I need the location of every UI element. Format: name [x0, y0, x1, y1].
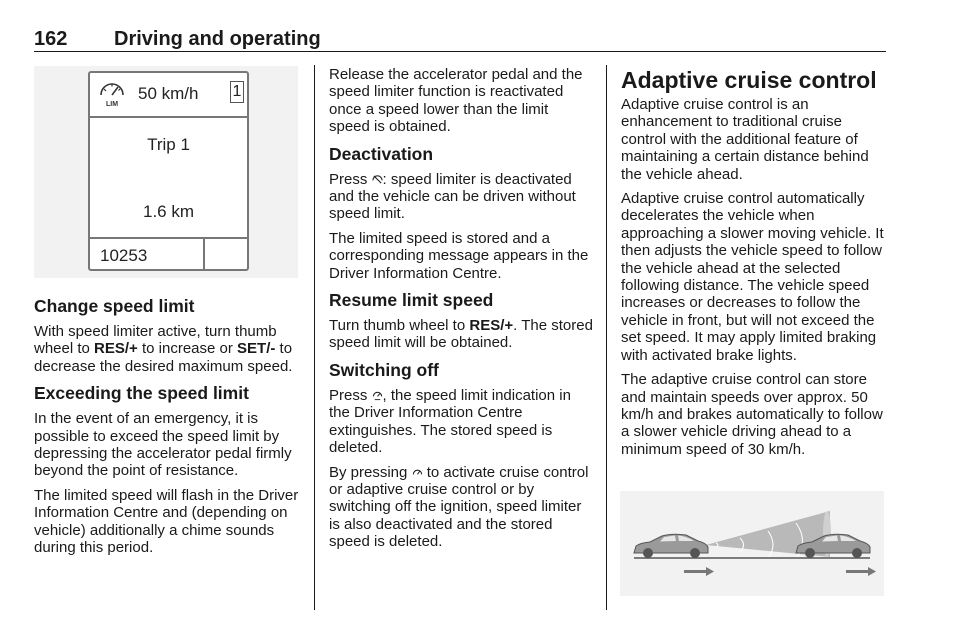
paragraph-release: Release the accelerator pedal and the speed limiter function is reactivated once a speed lower than the limit speed is obtained. — [329, 66, 583, 136]
page-number: 162 — [34, 28, 68, 50]
section-title: Driving and operating — [114, 28, 321, 50]
heading-deactivation: Deactivation — [329, 143, 434, 164]
column-1 — [34, 295, 300, 563]
paragraph-switching-off: Press , the speed limit indication in the Driver Information Centre extinguishes. The stored speed is deleted. — [329, 386, 571, 457]
front-car-arrow — [846, 567, 876, 576]
res-plus-label: RES/+ — [94, 340, 138, 358]
odometer: 10253 — [100, 246, 148, 265]
heading-switching-off: Switching off — [329, 359, 439, 380]
set-minus-label: SET/- — [237, 340, 276, 358]
adaptive-cruise-figure — [620, 491, 884, 596]
display-separator — [203, 239, 205, 271]
speed-limiter-icon — [96, 78, 128, 110]
column-divider-1 — [314, 65, 315, 610]
paragraph-acc-operation: Adaptive cruise control automatically decelerates the vehicle when approaching a slower moving vehicle. It then adjusts the vehicle speed to follow the vehicle ahead at the selected following distance. The vehicle speed increases or decreases to follow the vehicle in front, but will not exceed the set speed. It may apply limited braking with activated brake lights. — [621, 190, 884, 364]
trip-label: Trip 1 — [147, 135, 190, 154]
cruise-control-icon — [412, 467, 423, 478]
paragraph-stored: The limited speed is stored and a corresponding message appears in the Driver Information Centre. — [329, 229, 589, 282]
rear-car-arrow — [684, 567, 714, 576]
page-header — [34, 28, 886, 50]
driver-information-display — [88, 71, 249, 271]
paragraph-flash: The limited speed will flash in the Driver Information Centre and (depending on vehicle) additionally a chime sounds during this period. — [34, 486, 299, 557]
heading-change-speed-limit: Change speed limit — [34, 296, 195, 316]
limit-speed-value: 50 km/h — [138, 84, 199, 103]
heading-adaptive-cruise: Adaptive cruise control — [621, 67, 877, 93]
paragraph-resume: Turn thumb wheel to RES/+. The stored speed limit will be obtained. — [329, 317, 593, 352]
column-2 — [329, 66, 593, 558]
column-3 — [621, 66, 887, 465]
paragraph-acc-intro: Adaptive cruise control is an enhancement to traditional cruise control with the additional feature of maintaining a certain distance behind the vehicle ahead. — [621, 96, 869, 183]
paragraph-acc-speeds: The adaptive cruise control can store and maintain speeds over approx. 50 km/h and brakes automatically to follow a slower vehicle driving ahead to a minimum speed of 30 km/h. — [621, 371, 883, 458]
paragraph-deactivation: Press : speed limiter is deactivated and the vehicle can be driven without speed limit. — [329, 170, 576, 223]
paragraph-by-pressing: By pressing to activate cruise control or adaptive cruise control or by switching off the ignition, speed limiter is also deactivated and the stored speed is deleted. — [329, 463, 589, 551]
column-divider-2 — [606, 65, 607, 610]
acc-illustration — [620, 491, 884, 596]
cruise-cancel-icon — [372, 174, 383, 185]
limiter-icon-label: LIM — [105, 101, 119, 108]
header-rule — [34, 51, 886, 52]
res-plus-label: RES/+ — [469, 317, 514, 335]
heading-resume: Resume limit speed — [329, 290, 494, 311]
trip-distance: 1.6 km — [142, 202, 195, 221]
heading-exceeding: Exceeding the speed limit — [34, 383, 249, 404]
rear-car — [634, 534, 708, 558]
paragraph-exceeding: In the event of an emergency, it is possible to exceed the speed limit by depressing the accelerator pedal firmly beyond the point of resistance. — [34, 410, 292, 480]
gear-indicator: 1 — [230, 81, 244, 103]
speed-limiter-icon — [372, 390, 383, 401]
dashboard-figure — [34, 66, 298, 278]
paragraph-change-speed: With speed limiter active, turn thumb wheel to RES/+ to increase or SET/- to decrease the desired maximum speed. — [34, 323, 293, 375]
